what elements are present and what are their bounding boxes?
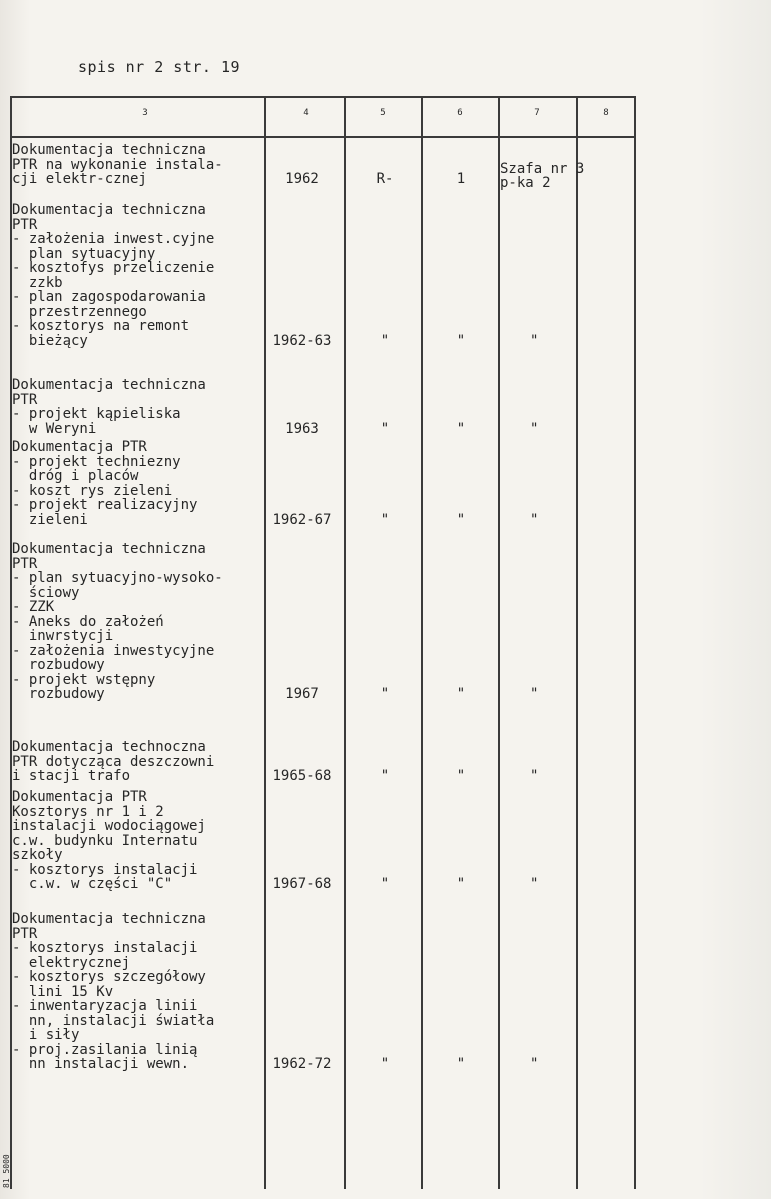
description-line: Dokumentacja techniczna xyxy=(12,541,206,557)
row-col5: " xyxy=(380,1056,390,1072)
description-line: zieleni xyxy=(12,511,88,528)
description-line: Dokumentacja techniczna xyxy=(12,377,206,393)
page-header: spis nr 2 str. 19 xyxy=(78,58,241,76)
description-line: - Aneks do założeń xyxy=(12,613,164,630)
column-number: 6 xyxy=(457,108,463,118)
description-line: instalacji wodociągowej xyxy=(12,818,206,834)
row-description xyxy=(12,378,270,436)
description-line: dróg i placów xyxy=(12,468,139,484)
description-line: - kosztorys szczegółowy xyxy=(12,969,206,985)
row-col5: " xyxy=(380,420,390,437)
description-line: Dokumentacja techniczna xyxy=(12,142,206,158)
row-col6: " xyxy=(456,1056,466,1072)
description-line: plan sytuacyjny xyxy=(12,245,156,262)
column-divider-5 xyxy=(344,96,346,1189)
description-line: Kosztorys nr 1 i 2 xyxy=(12,803,164,820)
description-line: - inwentaryzacja linii xyxy=(12,998,198,1014)
description-line: ściowy xyxy=(12,584,80,601)
row-year: 1967-68 xyxy=(272,876,332,892)
column-number: 7 xyxy=(534,108,540,118)
description-line: - kosztorys na remont xyxy=(12,318,190,334)
description-line: lini 15 Kv xyxy=(12,983,114,1000)
description-line: - projekt wstępny xyxy=(12,671,156,688)
row-col7: " xyxy=(530,420,539,437)
description-line: Dokumentacja techniczna xyxy=(12,202,206,218)
row-col6: " xyxy=(456,332,466,349)
description-line: inwrstycji xyxy=(12,628,114,644)
description-line: - plan sytuacyjno-wysoko- xyxy=(12,570,223,586)
row-col6: " xyxy=(456,420,466,437)
column-number: 4 xyxy=(303,108,309,118)
row-col7: " xyxy=(530,686,539,702)
row-col5: " xyxy=(380,511,390,528)
row-col6: " xyxy=(456,511,466,528)
row-description xyxy=(12,740,270,784)
row-col5: " xyxy=(380,332,390,349)
description-line: - założenia inwest.cyjne xyxy=(12,231,215,247)
row-col5: " xyxy=(380,768,390,784)
description-line: PTR xyxy=(12,216,38,233)
table-right-border xyxy=(634,96,636,1189)
description-line: c.w. budynku Internatu xyxy=(12,832,198,849)
description-line: PTR xyxy=(12,555,38,572)
description-line: - kosztorys instalacji xyxy=(12,940,198,956)
description-line: - projekt techniezny xyxy=(12,453,181,470)
row-description xyxy=(12,440,270,527)
row-col6: " xyxy=(456,686,466,702)
description-line: nn instalacji wewn. xyxy=(12,1056,190,1072)
row-col5: R- xyxy=(376,171,394,187)
description-line: i stacji trafo xyxy=(12,768,131,784)
column-divider-7 xyxy=(498,96,500,1189)
row-col7: " xyxy=(530,511,539,528)
row-year: 1962-67 xyxy=(272,511,332,528)
row-description xyxy=(12,203,270,348)
description-line: - kosztorys instalacji xyxy=(12,861,198,878)
description-line: zzkb xyxy=(12,274,63,291)
description-line: bieżący xyxy=(12,332,88,349)
description-line: PTR dotycząca deszczowni xyxy=(12,753,215,770)
description-line: - plan zagospodarowania xyxy=(12,289,206,305)
table-top-border xyxy=(10,96,636,98)
row-col7: " xyxy=(530,1056,539,1072)
row-col6: 1 xyxy=(456,171,466,187)
row-col7: Szafa nr 3 p-ka 2 xyxy=(500,160,585,191)
row-description xyxy=(12,912,270,1072)
row-description xyxy=(12,790,270,892)
description-line: - założenia inwestycyjne xyxy=(12,642,215,659)
description-line: nn, instalacji światła xyxy=(12,1012,215,1029)
description-line: cji elektr-cznej xyxy=(12,171,147,187)
row-year: 1962-72 xyxy=(272,1056,332,1072)
row-description xyxy=(12,143,270,187)
row-year: 1962 xyxy=(285,171,319,187)
description-line: - koszt rys zieleni xyxy=(12,482,173,499)
row-col5: " xyxy=(380,686,390,702)
description-line: rozbudowy xyxy=(12,657,105,673)
description-line: c.w. w części "C" xyxy=(12,876,173,892)
description-line: - projekt kąpieliska xyxy=(12,406,181,422)
column-number: 5 xyxy=(380,108,386,118)
column-number: 8 xyxy=(603,108,609,118)
row-col7: " xyxy=(530,768,539,784)
row-col6: " xyxy=(456,876,466,892)
description-line: Dokumentacja PTR xyxy=(12,789,147,805)
description-line: - ZZK xyxy=(12,599,55,615)
description-line: szkoły xyxy=(12,847,63,863)
column-divider-8 xyxy=(576,96,578,1189)
row-year: 1962-63 xyxy=(272,332,332,349)
column-divider-6 xyxy=(421,96,423,1189)
description-line: PTR xyxy=(12,925,38,942)
row-year: 1965-68 xyxy=(272,768,332,784)
row-col6: " xyxy=(456,768,466,784)
description-line: - kosztofys przeliczenie xyxy=(12,260,215,276)
row-col7: " xyxy=(530,876,539,892)
description-line: elektrycznej xyxy=(12,954,131,971)
description-line: Dokumentacja technoczna xyxy=(12,739,206,755)
description-line: przestrzennego xyxy=(12,303,147,320)
row-year: 1967 xyxy=(285,686,319,702)
description-line: i siły xyxy=(12,1027,80,1043)
row-col5: " xyxy=(380,876,390,892)
column-number: 3 xyxy=(142,108,148,118)
description-line: Dokumentacja PTR xyxy=(12,439,147,455)
description-line: - projekt realizacyjny xyxy=(12,497,198,513)
row-col7: " xyxy=(530,332,539,349)
description-line: Dokumentacja techniczna xyxy=(12,911,206,927)
table-header-divider xyxy=(10,136,636,138)
description-line: rozbudowy xyxy=(12,686,105,702)
description-line: PTR na wykonanie instala- xyxy=(12,156,223,173)
row-description xyxy=(12,542,270,702)
description-line: - proj.zasilania linią xyxy=(12,1041,198,1058)
description-line: PTR xyxy=(12,391,38,408)
description-line: w Weryni xyxy=(12,420,97,437)
print-footer: 81 5000 xyxy=(2,1154,11,1188)
row-year: 1963 xyxy=(285,420,319,437)
